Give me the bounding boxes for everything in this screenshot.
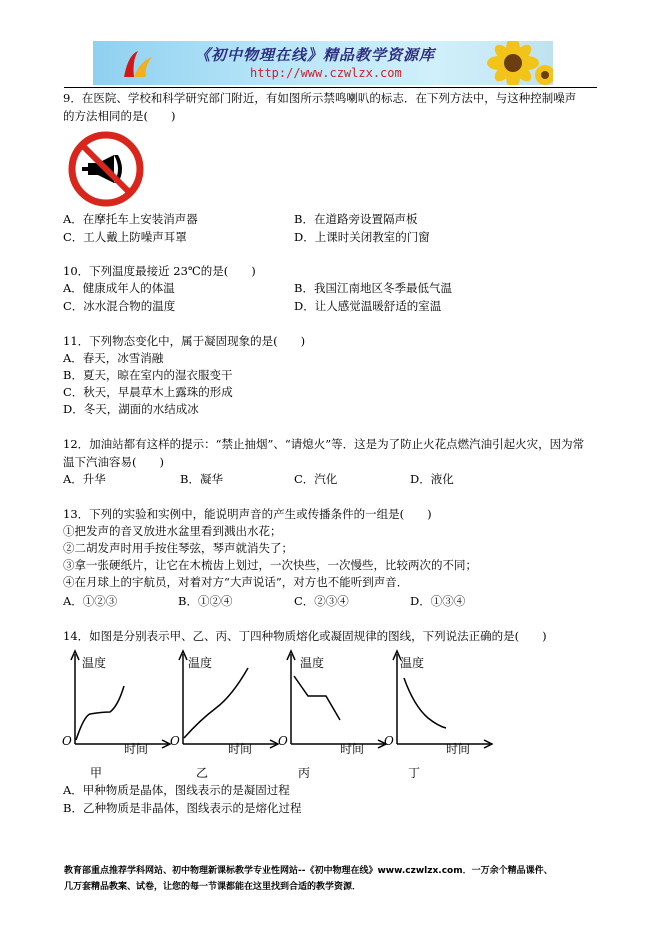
graph-yi-origin: O bbox=[170, 734, 180, 748]
graph-jia-curve bbox=[76, 686, 124, 740]
banner-url[interactable]: http://www.czwlzx.com bbox=[250, 66, 402, 80]
graph-bing-xlabel: 时间 bbox=[340, 742, 365, 756]
graph-bing-origin: O bbox=[278, 734, 288, 748]
q12-stem-line1: 12．加油站都有这样的提示：“禁止抽烟”、“请熄火”等．这是为了防止火花点燃汽油引起火灾，因为常 bbox=[63, 437, 585, 451]
q12-option-c: C．汽化 bbox=[294, 472, 338, 486]
graph-bing bbox=[278, 648, 388, 780]
q10-option-b: B．我国江南地区冬季最低气温 bbox=[294, 281, 452, 295]
graph-bing-plot bbox=[278, 648, 388, 758]
sunflower-icon bbox=[473, 41, 553, 85]
graph-ding-ylabel: 温度 bbox=[400, 656, 425, 670]
q10-stem: 10．下列温度最接近 23℃的是( ) bbox=[63, 264, 256, 278]
q9-stem-line2: 的方法相同的是( ) bbox=[63, 109, 176, 123]
header-rule bbox=[64, 87, 597, 88]
q11-option-d: D．冬天，湖面的水结成冰 bbox=[63, 402, 199, 416]
graph-yi-ylabel: 温度 bbox=[188, 656, 213, 670]
q10-option-c: C．冰水混合物的温度 bbox=[63, 299, 176, 313]
q10-option-a: A．健康成年人的体温 bbox=[63, 281, 175, 295]
graph-ding bbox=[384, 648, 494, 780]
q13-option-b: B．①②④ bbox=[178, 594, 233, 608]
graph-jia-plot bbox=[62, 648, 172, 758]
graph-jia bbox=[62, 648, 172, 780]
q12-stem-line2: 温下汽油容易( ) bbox=[63, 455, 164, 469]
q11-option-a: A．春天，冰雪消融 bbox=[63, 351, 164, 365]
header-banner bbox=[93, 41, 553, 85]
q13-item-4: ④在月球上的宇航员，对着对方“大声说话”，对方也不能听到声音． bbox=[63, 575, 409, 589]
logo-icon bbox=[118, 47, 158, 81]
graph-ding-origin: O bbox=[384, 734, 394, 748]
q13-stem: 13．下列的实验和实例中，能说明声音的产生或传播条件的一组是( ) bbox=[63, 507, 432, 521]
q11-stem: 11．下列物态变化中，属于凝固现象的是( ) bbox=[63, 334, 306, 348]
banner-title: 《初中物理在线》精品教学资源库 bbox=[195, 46, 436, 64]
footer-line2: 几万套精品教案、试卷，让您的每一节课都能在这里找到合适的教学资源． bbox=[64, 882, 362, 892]
q12-option-a: A．升华 bbox=[63, 472, 106, 486]
graph-jia-origin: O bbox=[62, 734, 72, 748]
q9-option-a: A．在摩托车上安装消声器 bbox=[63, 212, 198, 226]
q13-option-c: C．②③④ bbox=[294, 594, 349, 608]
q14-stem: 14．如图是分别表示甲、乙、丙、丁四种物质熔化或凝固规律的图线，下列说法正确的是( ) bbox=[63, 629, 547, 643]
q13-item-1: ①把发声的音叉放进水盆里看到溅出水花； bbox=[63, 524, 282, 538]
graph-yi-xlabel: 时间 bbox=[228, 742, 253, 756]
q9-stem-line1: 9．在医院、学校和科学研究部门附近，有如图所示禁鸣喇叭的标志．在下列方法中，与这种控制噪声 bbox=[63, 91, 577, 105]
footer-line1: 教育部重点推荐学科网站、初中物理新课标教学专业性网站--《初中物理在线》www.czwlzx.com．一万余个精品课件、 bbox=[64, 866, 553, 876]
q14-option-b: B．乙种物质是非晶体，图线表示的是熔化过程 bbox=[63, 801, 302, 815]
graph-bing-curve bbox=[294, 676, 340, 720]
graph-ding-xlabel: 时间 bbox=[446, 742, 471, 756]
graph-yi bbox=[170, 648, 280, 780]
graph-bing-ylabel: 温度 bbox=[300, 656, 325, 670]
graph-yi-plot bbox=[170, 648, 280, 758]
no-horn-sign-icon bbox=[66, 130, 146, 208]
graph-yi-name: 乙 bbox=[196, 766, 209, 780]
graph-ding-name: 丁 bbox=[408, 766, 421, 780]
q10-option-d: D．让人感觉温暖舒适的室温 bbox=[294, 299, 442, 313]
q13-item-3: ③拿一张硬纸片，让它在木梳齿上划过，一次快些，一次慢些，比较两次的不同； bbox=[63, 558, 477, 572]
q13-item-2: ②二胡发声时用手按住琴弦，琴声就消失了； bbox=[63, 541, 293, 555]
q9-option-c: C．工人戴上防噪声耳罩 bbox=[63, 230, 187, 244]
q12-option-b: B．凝华 bbox=[180, 472, 223, 486]
q14-option-a: A．甲种物质是晶体，图线表示的是凝固过程 bbox=[63, 783, 290, 797]
graph-jia-xlabel: 时间 bbox=[124, 742, 149, 756]
graph-jia-ylabel: 温度 bbox=[82, 656, 107, 670]
graph-jia-name: 甲 bbox=[90, 766, 103, 780]
q13-option-a: A．①②③ bbox=[63, 594, 118, 608]
graph-yi-curve bbox=[184, 668, 248, 738]
q9-option-d: D．上课时关闭教室的门窗 bbox=[294, 230, 430, 244]
q11-option-c: C．秋天，早晨草木上露珠的形成 bbox=[63, 385, 233, 399]
graph-bing-name: 丙 bbox=[298, 766, 311, 780]
page-footer bbox=[64, 863, 553, 895]
q12-option-d: D．液化 bbox=[410, 472, 454, 486]
graph-ding-curve bbox=[404, 678, 446, 728]
q11-option-b: B．夏天，晾在室内的湿衣服变干 bbox=[63, 368, 233, 382]
q13-option-d: D．①③④ bbox=[410, 594, 466, 608]
q9-option-b: B．在道路旁设置隔声板 bbox=[294, 212, 418, 226]
